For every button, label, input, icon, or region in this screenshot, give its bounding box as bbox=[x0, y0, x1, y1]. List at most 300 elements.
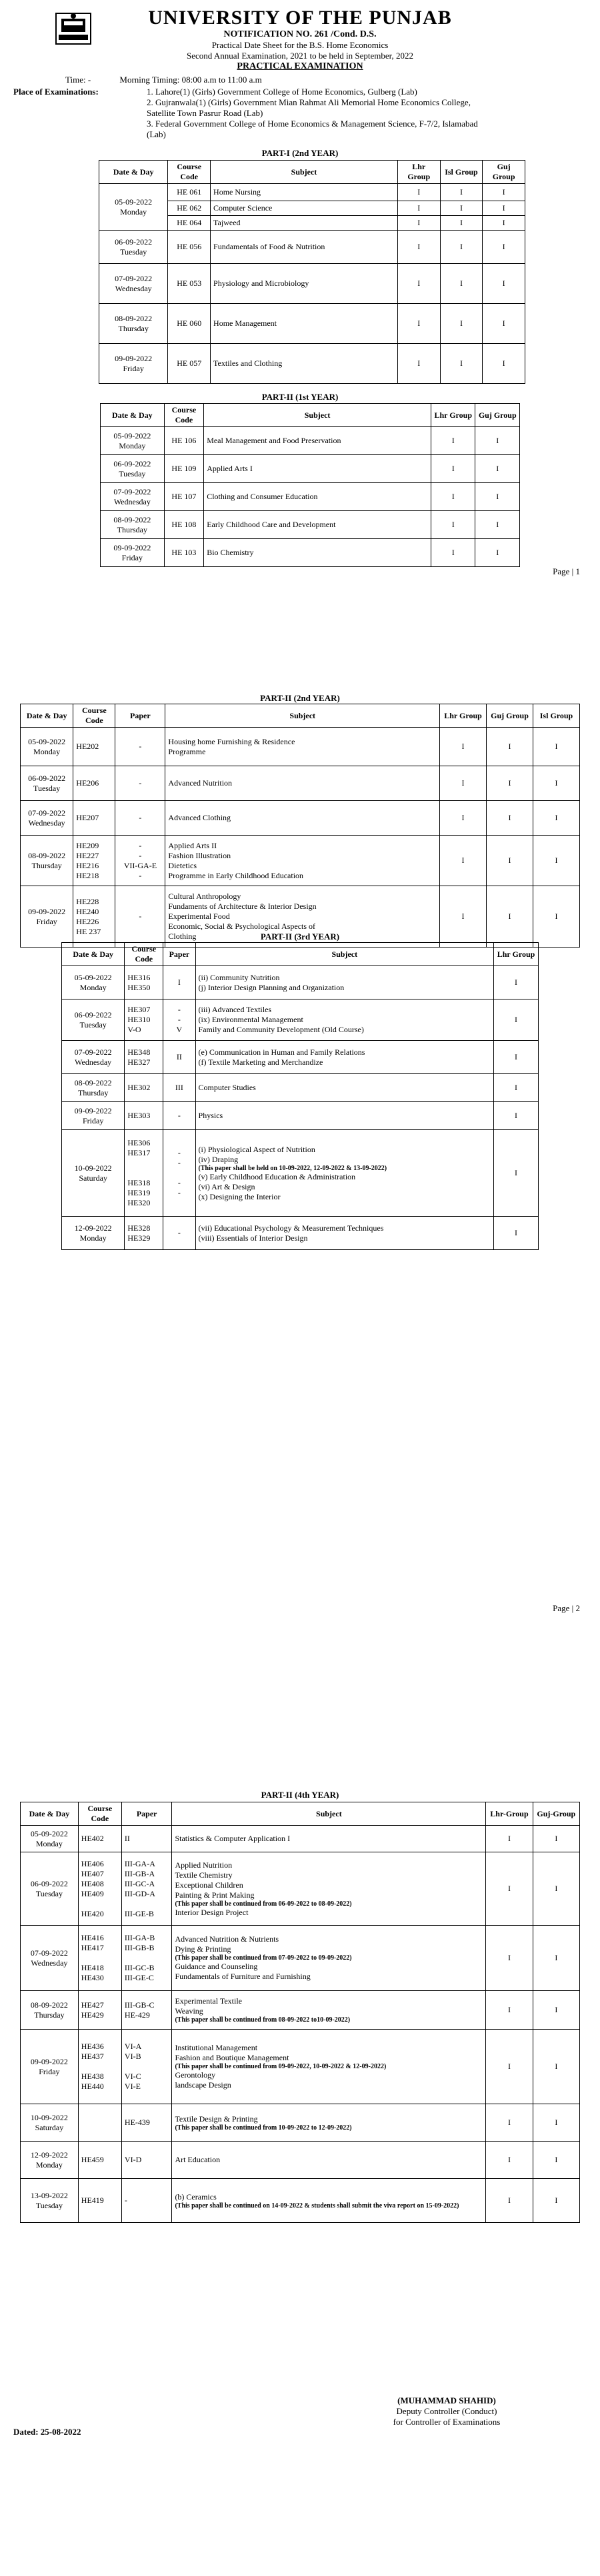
table-row bbox=[21, 2179, 580, 2223]
guj-group-cell: I bbox=[533, 1991, 579, 2030]
table-cell: I bbox=[440, 264, 483, 304]
course-code-cell: HE436 HE437 HE438 HE440 bbox=[78, 2030, 121, 2104]
table-cell: 07-09-2022 Wednesday bbox=[99, 264, 168, 304]
table-cell bbox=[125, 1217, 163, 1250]
guj-group-cell: I bbox=[533, 2142, 579, 2179]
table-cell bbox=[62, 999, 125, 1041]
table-cell: I bbox=[483, 264, 525, 304]
table-row bbox=[101, 511, 520, 539]
table-cell: 06-09-2022 Tuesday bbox=[21, 766, 73, 801]
table-cell: Home Nursing bbox=[211, 184, 398, 201]
cell-text: - - V bbox=[176, 1005, 183, 1034]
part1-table bbox=[99, 160, 525, 384]
table-cell: 06-09-2022 Tuesday bbox=[99, 231, 168, 264]
table-cell bbox=[62, 1074, 125, 1102]
table-row bbox=[101, 483, 520, 511]
subject-text: (b) Ceramics bbox=[175, 2192, 217, 2202]
date-cell: 12-09-2022 Monday bbox=[21, 2142, 79, 2179]
column-header: Date & Day bbox=[21, 704, 73, 728]
table-cell: I bbox=[440, 728, 487, 766]
table-cell: HE 062 bbox=[168, 201, 211, 216]
table-cell: I bbox=[533, 836, 580, 886]
page-number-2: Page | 2 bbox=[553, 1603, 580, 1613]
table-cell: HE209 HE227 HE216 HE218 bbox=[73, 836, 115, 886]
guj-group-cell: I bbox=[533, 2179, 579, 2223]
table-cell: I bbox=[397, 216, 440, 231]
date-cell: 06-09-2022 Tuesday bbox=[21, 1852, 79, 1926]
notification-number: NOTIFICATION NO. 261 /Cond. D.S. bbox=[223, 29, 377, 39]
table-cell bbox=[163, 1041, 195, 1074]
subject-text: Statistics & Computer Application I bbox=[175, 1834, 291, 1843]
table-cell: 08-09-2022 Thursday bbox=[99, 304, 168, 344]
course-code-cell: HE427 HE429 bbox=[78, 1991, 121, 2030]
date-cell: 05-09-2022 Monday bbox=[21, 1826, 79, 1852]
column-header: Subject bbox=[204, 404, 431, 427]
lhr-group-cell: I bbox=[486, 2142, 533, 2179]
table-cell: I bbox=[533, 886, 580, 948]
signature-block bbox=[347, 2395, 547, 2427]
table-cell: I bbox=[475, 483, 520, 511]
table-row bbox=[21, 1926, 580, 1991]
cell-text: 07-09-2022 Wednesday bbox=[74, 1047, 112, 1067]
column-header: Guj Group bbox=[475, 404, 520, 427]
column-header: Subject bbox=[165, 704, 440, 728]
column-header: Course Code bbox=[168, 161, 211, 184]
column-header: Isl Group bbox=[440, 161, 483, 184]
table-cell: 09-09-2022 Friday bbox=[21, 886, 73, 948]
table-cell: HE 106 bbox=[164, 427, 204, 455]
header-row bbox=[21, 1802, 580, 1826]
places-label: Place of Examinations: bbox=[13, 87, 99, 97]
cell-text: HE306 HE317 HE318 HE319 HE320 bbox=[127, 1138, 151, 1207]
part2-2-title: PART-II (2nd YEAR) bbox=[260, 693, 340, 703]
table-cell: I bbox=[440, 184, 483, 201]
table-row bbox=[99, 304, 525, 344]
table-cell: HE207 bbox=[73, 801, 115, 836]
lhr-group-cell: I bbox=[486, 1826, 533, 1852]
guj-group-cell: I bbox=[533, 2104, 579, 2142]
table-cell: I bbox=[431, 455, 475, 483]
lhr-group-cell: I bbox=[486, 1926, 533, 1991]
table-cell: HE206 bbox=[73, 766, 115, 801]
subject-cell bbox=[172, 1826, 486, 1852]
table-cell: I bbox=[487, 728, 533, 766]
subject-text: Gerontology landscape Design bbox=[175, 2070, 231, 2090]
column-header: Course Code bbox=[164, 404, 204, 427]
time-value: Morning Timing: 08:00 a.m to 11:00 a.m bbox=[119, 75, 262, 85]
table-cell: HE 060 bbox=[168, 304, 211, 344]
practical-exam-heading: PRACTICAL EXAMINATION bbox=[237, 61, 363, 71]
cell-text: HE316 HE350 bbox=[127, 972, 151, 992]
signatory-name: (MUHAMMAD SHAHID) bbox=[397, 2395, 496, 2405]
column-header: Lhr Group bbox=[397, 161, 440, 184]
table-cell: I bbox=[440, 216, 483, 231]
table-cell: 09-09-2022 Friday bbox=[99, 344, 168, 384]
column-header: Lhr Group bbox=[494, 943, 539, 966]
table-cell: I bbox=[487, 766, 533, 801]
table-cell: I bbox=[475, 455, 520, 483]
table-cell: HE 057 bbox=[168, 344, 211, 384]
table-row bbox=[62, 966, 539, 999]
table-cell bbox=[125, 966, 163, 999]
cell-text: 06-09-2022 Tuesday bbox=[74, 1009, 112, 1029]
schedule-note: (This paper shall be continued from 10-09-2022 to 12-09-2022) bbox=[175, 2124, 352, 2132]
subject-cell bbox=[172, 2179, 486, 2223]
lhr-group-cell: I bbox=[486, 1991, 533, 2030]
table-cell: Bio Chemistry bbox=[204, 539, 431, 567]
table-cell bbox=[62, 1130, 125, 1217]
table-cell: Tajweed bbox=[211, 216, 398, 231]
table-cell: I bbox=[483, 304, 525, 344]
cell-text: Computer Studies bbox=[198, 1083, 256, 1092]
table-cell bbox=[163, 1102, 195, 1130]
table-cell: - bbox=[115, 886, 165, 948]
date-cell: 10-09-2022 Saturday bbox=[21, 2104, 79, 2142]
table-cell: I bbox=[440, 304, 483, 344]
signatory-title: Deputy Controller (Conduct) bbox=[396, 2406, 497, 2416]
table-cell bbox=[163, 1217, 195, 1250]
part2-2-table bbox=[20, 704, 580, 948]
table-cell bbox=[163, 1130, 195, 1217]
table-row bbox=[62, 1102, 539, 1130]
table-row bbox=[21, 1826, 580, 1852]
column-header: Course Code bbox=[78, 1802, 121, 1826]
column-header: Guj Group bbox=[487, 704, 533, 728]
column-header: Course Code bbox=[125, 943, 163, 966]
paper-cell: VI-A VI-B VI-C VI-E bbox=[121, 2030, 172, 2104]
subject-text: Textile Design & Printing bbox=[175, 2114, 258, 2124]
table-cell: I bbox=[483, 184, 525, 201]
table-row bbox=[21, 2030, 580, 2104]
table-row bbox=[21, 2104, 580, 2142]
table-cell: I bbox=[440, 801, 487, 836]
table-cell bbox=[125, 1102, 163, 1130]
table-cell bbox=[163, 999, 195, 1041]
table-row bbox=[62, 1041, 539, 1074]
table-cell: I bbox=[533, 766, 580, 801]
table-cell: Housing home Furnishing & Residence Programme bbox=[165, 728, 440, 766]
paper-cell: II bbox=[121, 1826, 172, 1852]
page-number-1: Page | 1 bbox=[553, 566, 580, 576]
cell-text: I bbox=[177, 977, 181, 987]
schedule-note: (This paper shall be continued on 14-09-2022 & students shall submit the viva report on 15-09-2022) bbox=[175, 2202, 459, 2210]
table-cell: I bbox=[483, 344, 525, 384]
subject-text: Guidance and Counseling Fundamentals of Furniture and Furnishing bbox=[175, 1962, 311, 1981]
table-cell: I bbox=[431, 511, 475, 539]
subject-text: Interior Design Project bbox=[175, 1907, 249, 1917]
table-cell: 07-09-2022 Wednesday bbox=[101, 483, 165, 511]
table-cell: - bbox=[115, 728, 165, 766]
table-row bbox=[62, 1074, 539, 1102]
table-cell: I bbox=[397, 201, 440, 216]
table-cell: HE 064 bbox=[168, 216, 211, 231]
table-row bbox=[62, 1130, 539, 1217]
table-cell: I bbox=[397, 304, 440, 344]
date-cell: 07-09-2022 Wednesday bbox=[21, 1926, 79, 1991]
table-cell: Clothing and Consumer Education bbox=[204, 483, 431, 511]
table-row bbox=[99, 184, 525, 201]
column-header: Paper bbox=[163, 943, 195, 966]
date-cell: 13-09-2022 Tuesday bbox=[21, 2179, 79, 2223]
cell-text: I bbox=[515, 1228, 518, 1237]
table-cell: 09-09-2022 Friday bbox=[101, 539, 165, 567]
table-cell bbox=[62, 1102, 125, 1130]
table-cell: 05-09-2022 Monday bbox=[99, 184, 168, 231]
exam-session: Second Annual Examination, 2021 to be held in September, 2022 bbox=[187, 51, 413, 61]
cell-text: 12-09-2022 Monday bbox=[74, 1223, 112, 1243]
table-cell bbox=[195, 999, 494, 1041]
table-cell: I bbox=[397, 344, 440, 384]
cell-text: 09-09-2022 Friday bbox=[74, 1105, 112, 1125]
table-cell bbox=[494, 966, 539, 999]
column-header: Lhr-Group bbox=[486, 1802, 533, 1826]
guj-group-cell: I bbox=[533, 1826, 579, 1852]
header-row bbox=[99, 161, 525, 184]
subject-text: Institutional Management Fashion and Boutique Management bbox=[175, 2043, 289, 2062]
table-row bbox=[101, 455, 520, 483]
table-cell: I bbox=[397, 231, 440, 264]
table-cell: Early Childhood Care and Development bbox=[204, 511, 431, 539]
guj-group-cell: I bbox=[533, 2030, 579, 2104]
table-cell: I bbox=[483, 216, 525, 231]
table-row bbox=[21, 2142, 580, 2179]
cell-text: II bbox=[176, 1052, 182, 1061]
table-row bbox=[99, 231, 525, 264]
table-cell bbox=[163, 966, 195, 999]
places-of-examination bbox=[13, 87, 587, 139]
header-row bbox=[101, 404, 520, 427]
table-cell: Physiology and Microbiology bbox=[211, 264, 398, 304]
table-cell: HE228 HE240 HE226 HE 237 bbox=[73, 886, 115, 948]
table-row bbox=[101, 539, 520, 567]
date-cell: 09-09-2022 Friday bbox=[21, 2030, 79, 2104]
guj-group-cell: I bbox=[533, 1852, 579, 1926]
table-row bbox=[21, 836, 580, 886]
table-cell: I bbox=[431, 539, 475, 567]
table-row bbox=[21, 728, 580, 766]
table-cell bbox=[494, 1130, 539, 1217]
table-cell: - bbox=[115, 801, 165, 836]
paper-cell: HE-439 bbox=[121, 2104, 172, 2142]
table-cell: I bbox=[440, 836, 487, 886]
column-header: Lhr Group bbox=[440, 704, 487, 728]
table-cell: Meal Management and Food Preservation bbox=[204, 427, 431, 455]
table-cell bbox=[125, 999, 163, 1041]
cell-text: HE302 bbox=[127, 1083, 151, 1092]
table-cell: I bbox=[533, 801, 580, 836]
table-cell: I bbox=[397, 184, 440, 201]
table-cell: I bbox=[483, 201, 525, 216]
table-cell: I bbox=[475, 539, 520, 567]
part2-1-title: PART-II (1st YEAR) bbox=[261, 392, 339, 402]
table-row bbox=[62, 999, 539, 1041]
paper-cell: III-GA-A III-GB-A III-GC-A III-GD-A III-GE-B bbox=[121, 1852, 172, 1926]
cell-text: Physics bbox=[198, 1111, 223, 1120]
table-cell: I bbox=[397, 264, 440, 304]
table-cell bbox=[494, 1102, 539, 1130]
subject-cell bbox=[172, 2030, 486, 2104]
cell-text: HE307 HE310 V-O bbox=[127, 1005, 151, 1034]
dated: Dated: 25-08-2022 bbox=[13, 2427, 81, 2437]
part2-3-title: PART-II (3rd YEAR) bbox=[260, 932, 340, 942]
column-header: Paper bbox=[121, 1802, 172, 1826]
cell-text: I bbox=[515, 1052, 518, 1061]
subject-text: Art Education bbox=[175, 2155, 221, 2164]
table-row bbox=[62, 1217, 539, 1250]
table-cell: 07-09-2022 Wednesday bbox=[21, 801, 73, 836]
table-cell bbox=[163, 1074, 195, 1102]
subject-text: Applied Nutrition Textile Chemistry Exceptional Children Painting & Print Making bbox=[175, 1860, 255, 1900]
table-cell: Fundamentals of Food & Nutrition bbox=[211, 231, 398, 264]
subject-text: Experimental Textile Weaving bbox=[175, 1996, 243, 2016]
cell-text: (vii) Educational Psychology & Measurement Techniques (viii) Essentials of Interior Design bbox=[198, 1223, 384, 1243]
schedule-note: (This paper shall be continued from 08-09-2022 to10-09-2022) bbox=[175, 2016, 351, 2024]
part2-1-table bbox=[100, 403, 520, 567]
cell-text: I bbox=[515, 977, 518, 987]
table-cell: HE 053 bbox=[168, 264, 211, 304]
cell-text: (ii) Community Nutrition (j) Interior Design Planning and Organization bbox=[198, 972, 345, 992]
table-row bbox=[101, 427, 520, 455]
cell-text: I bbox=[515, 1083, 518, 1092]
cell-text: I bbox=[515, 1015, 518, 1024]
place-item: 3. Federal Government College of Home Economics & Management Science, F-7/2, Islamabad (Lab) bbox=[147, 119, 478, 139]
header-row bbox=[62, 943, 539, 966]
column-header: Subject bbox=[211, 161, 398, 184]
paper-cell: - bbox=[121, 2179, 172, 2223]
table-cell: Home Management bbox=[211, 304, 398, 344]
table-cell: HE 108 bbox=[164, 511, 204, 539]
table-row bbox=[99, 264, 525, 304]
column-header: Guj-Group bbox=[533, 1802, 579, 1826]
lhr-group-cell: I bbox=[486, 1852, 533, 1926]
table-cell: 05-09-2022 Monday bbox=[21, 728, 73, 766]
schedule-note: (This paper shall be continued from 09-09-2022, 10-09-2022 & 12-09-2022) bbox=[175, 2063, 387, 2070]
table-row bbox=[21, 801, 580, 836]
cell-text: (e) Communication in Human and Family Relations (f) Textile Marketing and Merchandize bbox=[198, 1047, 365, 1067]
table-cell: I bbox=[487, 801, 533, 836]
table-cell bbox=[195, 1217, 494, 1250]
column-header: Course Code bbox=[73, 704, 115, 728]
lhr-group-cell: I bbox=[486, 2179, 533, 2223]
table-cell bbox=[195, 1102, 494, 1130]
table-cell: HE 107 bbox=[164, 483, 204, 511]
table-row bbox=[21, 1991, 580, 2030]
table-cell bbox=[195, 966, 494, 999]
table-cell: Advanced Nutrition bbox=[165, 766, 440, 801]
cell-text: 08-09-2022 Thursday bbox=[74, 1077, 112, 1097]
table-cell bbox=[62, 1041, 125, 1074]
table-cell bbox=[494, 1074, 539, 1102]
part2-4-table bbox=[20, 1802, 580, 2223]
course-code-cell: HE419 bbox=[78, 2179, 121, 2223]
table-cell: I bbox=[487, 836, 533, 886]
schedule-note: (This paper shall be continued from 06-09-2022 to 08-09-2022) bbox=[175, 1900, 352, 1908]
table-cell: Computer Science bbox=[211, 201, 398, 216]
subject-cell bbox=[172, 1991, 486, 2030]
subject-text: Advanced Nutrition & Nutrients Dying & Printing bbox=[175, 1934, 279, 1954]
cell-text: I bbox=[515, 1111, 518, 1120]
table-cell: 06-09-2022 Tuesday bbox=[101, 455, 165, 483]
subject-cell bbox=[172, 2104, 486, 2142]
place-item: 2. Gujranwala(1) (Girls) Government Mian Rahmat Ali Memorial Home Economics College, Satellite Town Pasrur Road (Lab) bbox=[147, 97, 471, 118]
column-header: Paper bbox=[115, 704, 165, 728]
table-cell bbox=[494, 1217, 539, 1250]
cell-text: - - - - bbox=[177, 1148, 181, 1197]
column-header: Date & Day bbox=[62, 943, 125, 966]
table-cell bbox=[195, 1041, 494, 1074]
table-row bbox=[21, 766, 580, 801]
paper-cell: III-GA-B III-GB-B III-GC-B III-GE-C bbox=[121, 1926, 172, 1991]
signatory-for: for Controller of Examinations bbox=[393, 2417, 501, 2427]
part2-3-table bbox=[61, 942, 539, 1250]
place-item: 1. Lahore(1) (Girls) Government College of Home Economics, Gulberg (Lab) bbox=[147, 87, 417, 97]
column-header: Subject bbox=[172, 1802, 486, 1826]
course-code-cell: HE416 HE417 HE418 HE430 bbox=[78, 1926, 121, 1991]
table-cell bbox=[62, 1217, 125, 1250]
table-cell: Textiles and Clothing bbox=[211, 344, 398, 384]
column-header: Date & Day bbox=[99, 161, 168, 184]
table-cell: I bbox=[440, 231, 483, 264]
table-cell bbox=[125, 1041, 163, 1074]
table-cell bbox=[195, 1130, 494, 1217]
course-code-cell bbox=[78, 2104, 121, 2142]
column-header: Lhr Group bbox=[431, 404, 475, 427]
table-row bbox=[99, 344, 525, 384]
table-cell: - bbox=[115, 766, 165, 801]
column-header: Date & Day bbox=[21, 1802, 79, 1826]
table-cell: I bbox=[475, 511, 520, 539]
document-header bbox=[0, 7, 600, 72]
table-cell: I bbox=[431, 427, 475, 455]
date-cell: 08-09-2022 Thursday bbox=[21, 1991, 79, 2030]
table-cell: I bbox=[440, 201, 483, 216]
cell-text: - bbox=[177, 1111, 181, 1120]
table-cell: 08-09-2022 Thursday bbox=[21, 836, 73, 886]
guj-group-cell: I bbox=[533, 1926, 579, 1991]
table-cell: HE 109 bbox=[164, 455, 204, 483]
table-cell: 05-09-2022 Monday bbox=[101, 427, 165, 455]
table-cell: I bbox=[431, 483, 475, 511]
cell-text: - bbox=[177, 1228, 181, 1237]
cell-text: HE348 HE327 bbox=[127, 1047, 151, 1067]
table-row bbox=[21, 1852, 580, 1926]
column-header: Subject bbox=[195, 943, 494, 966]
table-cell: I bbox=[440, 344, 483, 384]
part1-title: PART-I (2nd YEAR) bbox=[261, 148, 339, 158]
lhr-group-cell: I bbox=[486, 2030, 533, 2104]
subject-cell bbox=[172, 1926, 486, 1991]
table-cell: HE 056 bbox=[168, 231, 211, 264]
table-cell: I bbox=[487, 886, 533, 948]
course-code-cell: HE406 HE407 HE408 HE409 HE420 bbox=[78, 1852, 121, 1926]
university-name: UNIVERSITY OF THE PUNJAB bbox=[148, 7, 452, 29]
part2-4-title: PART-II (4th YEAR) bbox=[261, 1790, 339, 1800]
cell-text: (v) Early Childhood Education & Administration (vi) Art & Design (x) Designing the Interior bbox=[198, 1171, 356, 1201]
cell-text: HE303 bbox=[127, 1111, 151, 1120]
column-header: Isl Group bbox=[533, 704, 580, 728]
table-cell bbox=[125, 1130, 163, 1217]
subject-cell bbox=[172, 2142, 486, 2179]
cell-text: (i) Physiological Aspect of Nutrition (iv) Draping bbox=[198, 1144, 315, 1164]
time-row bbox=[65, 75, 262, 85]
lhr-group-cell: I bbox=[486, 2104, 533, 2142]
table-cell: - - VII-GA-E - bbox=[115, 836, 165, 886]
schedule-note: (This paper shall be continued from 07-09-2022 to 09-09-2022) bbox=[175, 1954, 352, 1962]
table-cell: HE 061 bbox=[168, 184, 211, 201]
table-cell: I bbox=[440, 886, 487, 948]
table-cell: I bbox=[440, 766, 487, 801]
table-cell: Advanced Clothing bbox=[165, 801, 440, 836]
